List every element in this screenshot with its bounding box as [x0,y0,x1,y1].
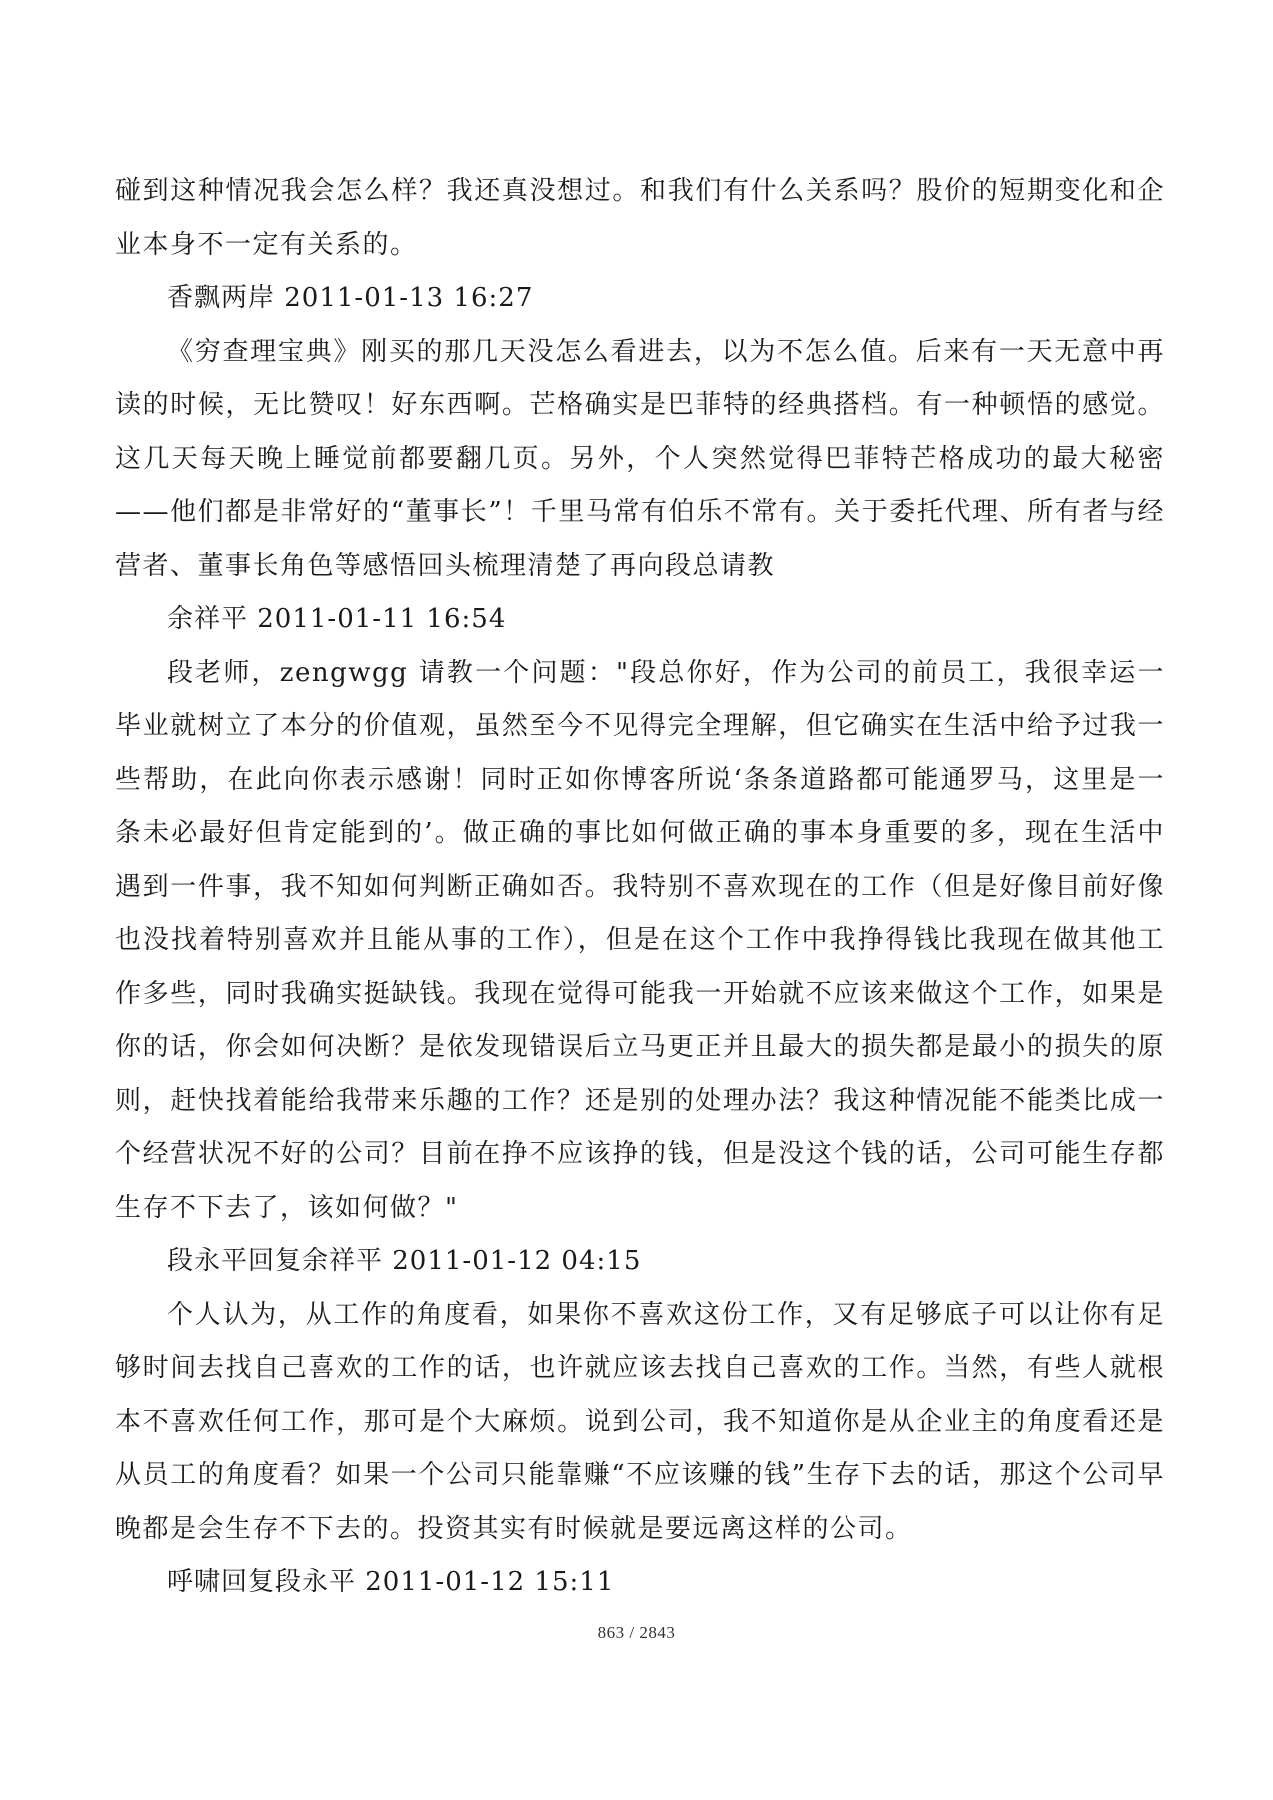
paragraph: 碰到这种情况我会怎么样？我还真没想过。和我们有什么关系吗？股价的短期变化和企业本身不一定有关系的。 [115,176,1165,260]
paragraph: 《穷查理宝典》刚买的那几天没怎么看进去，以为不怎么值。后来有一天无意中再读的时候，无比赞叹！好东西啊。芒格确实是巴菲特的经典搭档。有一种顿悟的感觉。这几天每天晚上睡觉前都要翻几页。另外，个人突然觉得巴菲特芒格成功的最大秘密——他们都是非常好的“董事长”！千里马常有伯乐不常有。关于委托代理、所有者与经营者、董事长角色等感悟回头梳理清楚了再向段总请教 [115,336,1165,581]
paragraph: 段老师，zengwgg 请教一个问题："段总你好，作为公司的前员工，我很幸运一毕业就树立了本分的价值观，虽然至今不见得完全理解，但它确实在生活中给予过我一些帮助，在此向你表示感谢！同时正如你博客所说‘条条道路都可能通罗马，这里是一条未必最好但肯定能到的’。做正确的事比如何做正确的事本身重要的多，现在生活中遇到一件事，我不知如何判断正确如否。我特别不喜欢现在的工作（但是好像目前好像也没找着特别喜欢并且能从事的工作），但是在这个工作中我挣得钱比我现在做其他工作多些，同时我确实挺缺钱。我现在觉得可能我一开始就不应该来做这个工作，如果是你的话，你会如何决断？是依发现错误后立马更正并且最大的损失都是最小的损失的原则，赶快找着能给我带来乐趣的工作？还是别的处理办法？我这种情况能不能类比成一个经营状况不好的公司？目前在挣不应该挣的钱，但是没这个钱的话，公司可能生存都生存不下去了，该如何做？" [115,657,1165,1223]
post-meta: 呼啸回复段永平 2011-01-12 15:11 [167,1567,615,1597]
page-number: 863 / 2843 [597,1623,676,1642]
post-meta: 段永平回复余祥平 2011-01-12 04:15 [167,1246,642,1276]
post-meta: 香飘两岸 2011-01-13 16:27 [167,283,534,313]
document-body [115,165,1165,1610]
post-meta: 余祥平 2011-01-11 16:54 [167,604,507,634]
paragraph: 个人认为，从工作的角度看，如果你不喜欢这份工作，又有足够底子可以让你有足够时间去找自己喜欢的工作的话，也许就应该去找自己喜欢的工作。当然，有些人就根本不喜欢任何工作，那可是个大麻烦。说到公司，我不知道你是从企业主的角度看还是从员工的角度看？如果一个公司只能靠赚“不应该赚的钱”生存下去的话，那这个公司早晚都是会生存不下去的。投资其实有时候就是要远离这样的公司。 [115,1299,1165,1544]
